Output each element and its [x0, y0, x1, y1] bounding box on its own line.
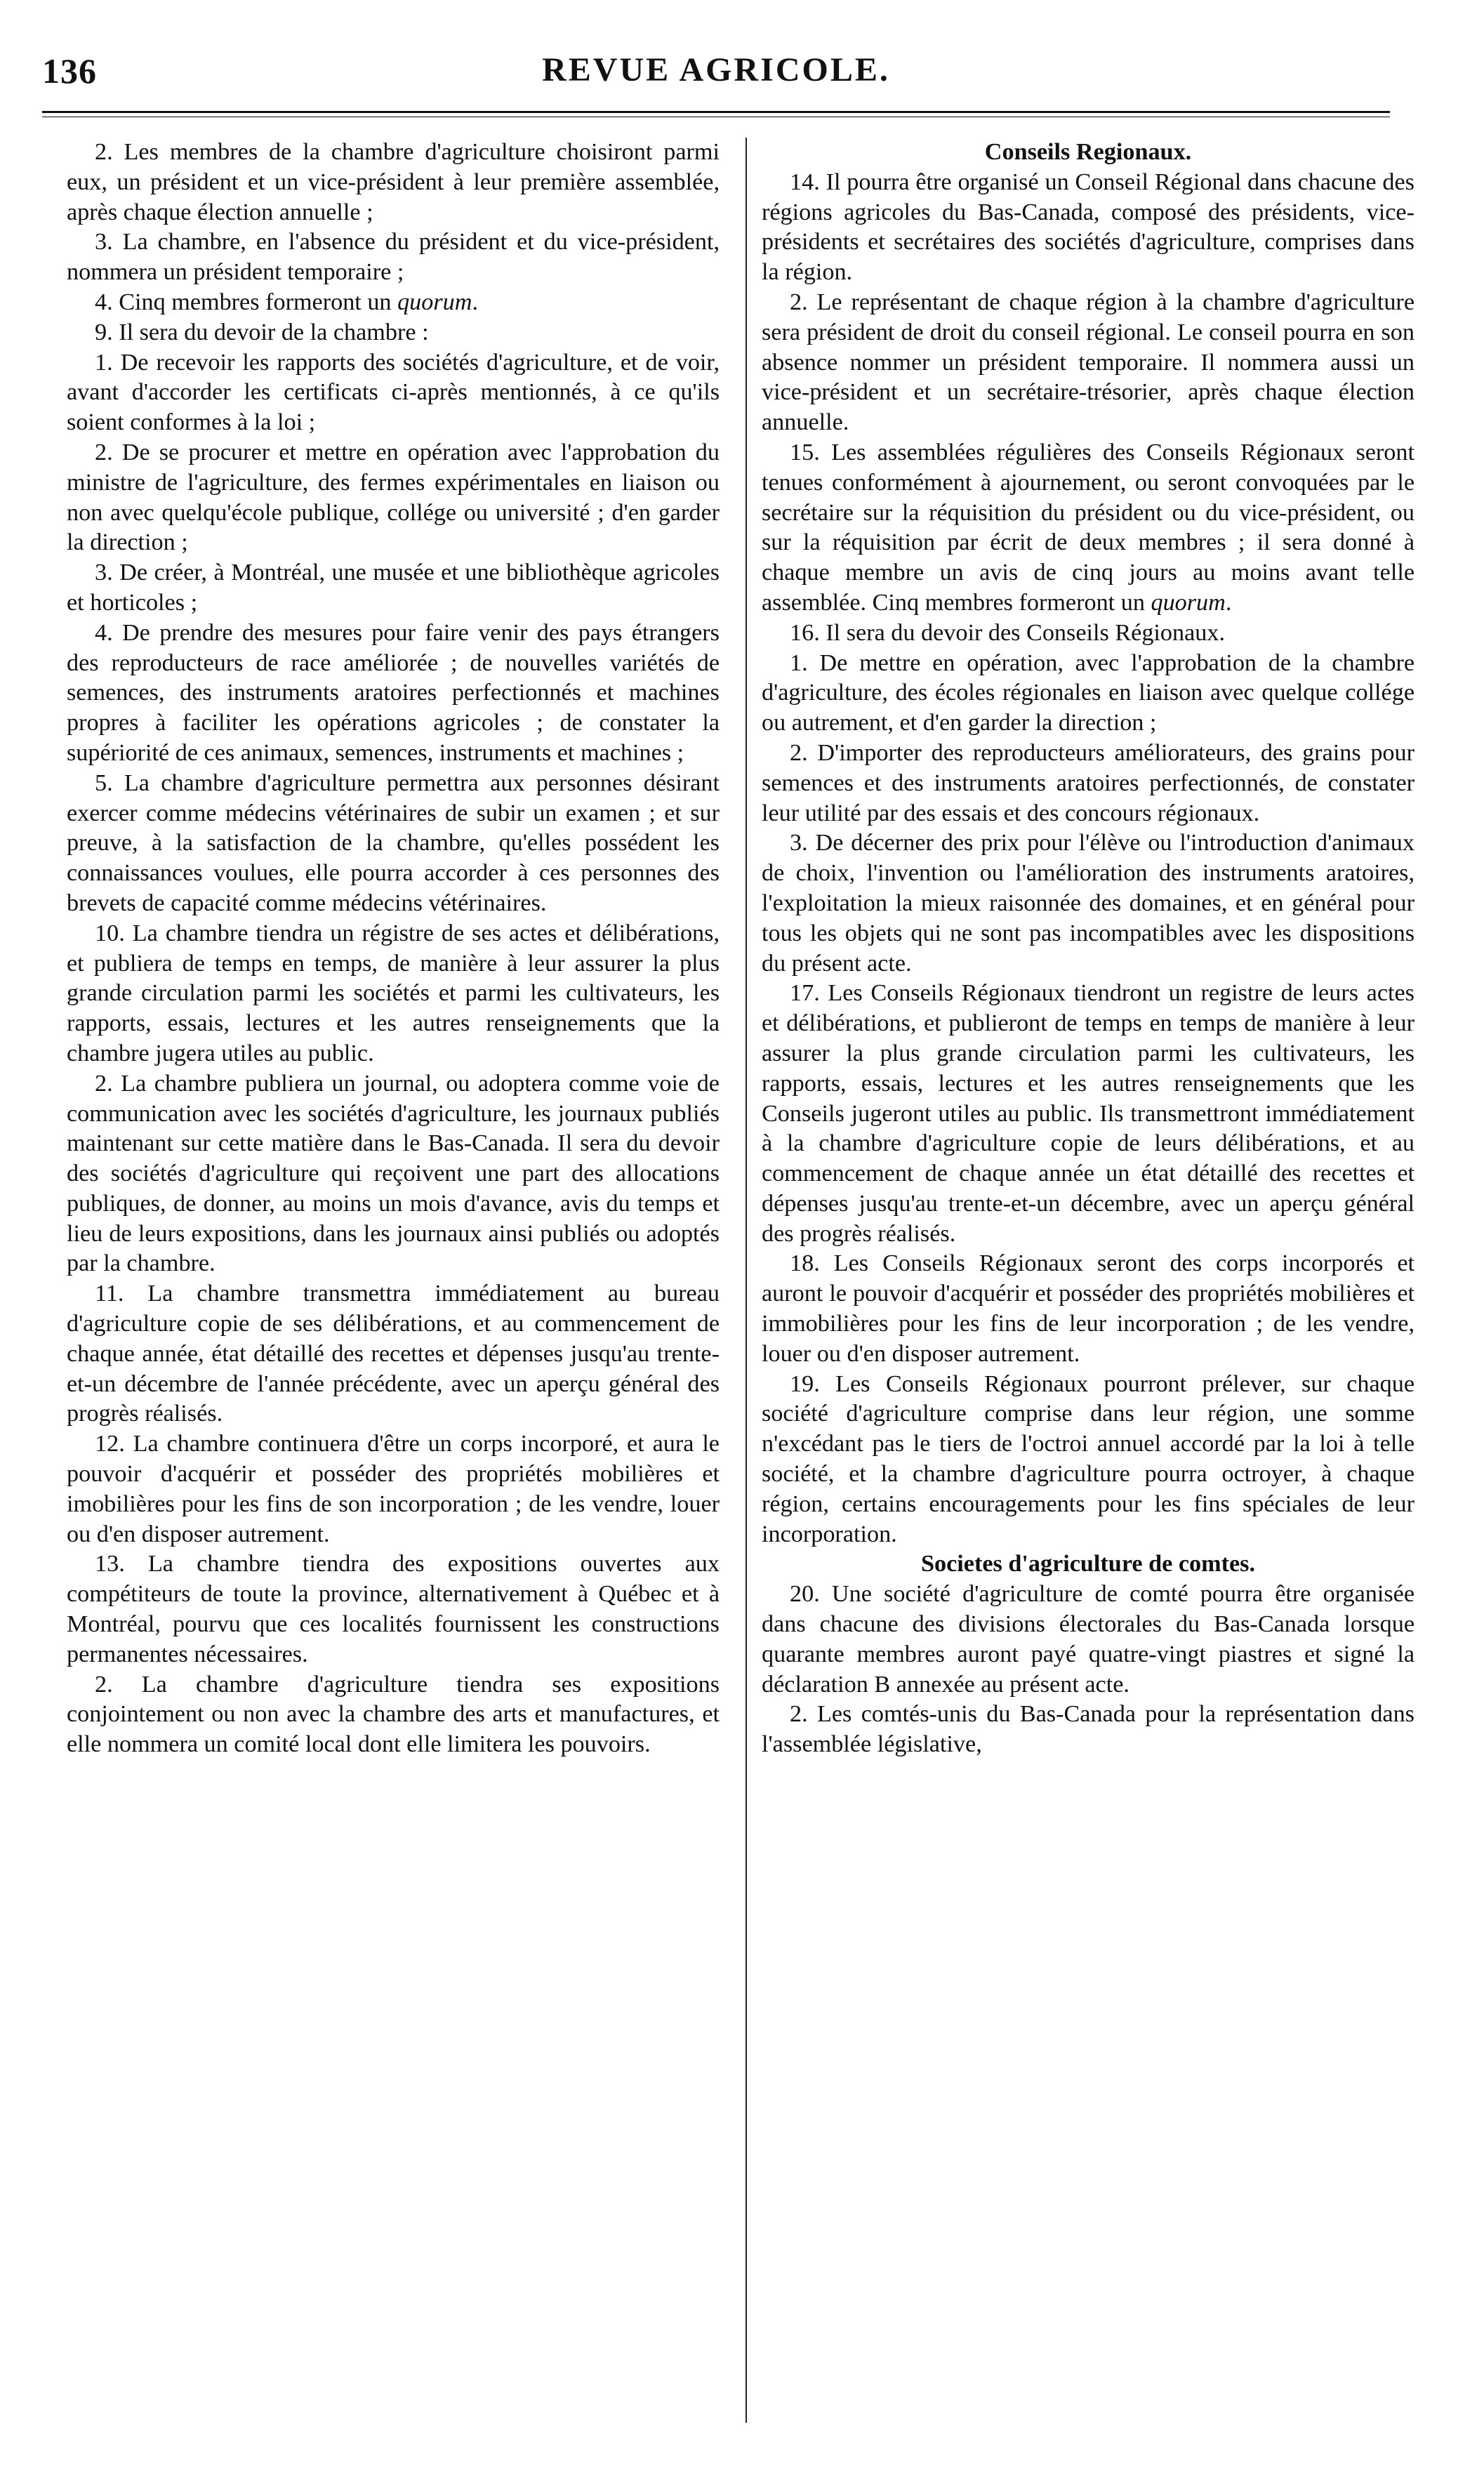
paragraph: 3. De créer, à Montréal, une musée et une bibliothèque agricoles et horticoles ;: [67, 560, 720, 616]
paragraph: 2. De se procurer et mettre en opération avec l'approbation du ministre de l'agriculture, des fermes expérimentales en liaison ou non avec quelqu'école publique, collége ou université ; d'en garder la direction ;: [67, 439, 720, 556]
section-heading: Societes d'agriculture de comtes.: [921, 1551, 1255, 1577]
paragraph: 14. Il pourra être organisé un Conseil Régional dans chacune des régions agricoles du Bas-Canada, composé des présidents, vice-présidents et secrétaires des sociétés d'agriculture, comprises dans la région.: [762, 168, 1415, 286]
page-header: [42, 45, 1390, 101]
paragraph: 1. De mettre en opération, avec l'approbation de la chambre d'agriculture, des écoles régionales en liaison avec quelque collége ou autrement, et d'en garder la direction ;: [762, 649, 1415, 736]
paragraph: 4. De prendre des mesures pour faire venir des pays étrangers des reproducteurs de race améliorée ; de nouvelles variétés de semences, des instruments aratoires perfectionnés et machines propres à faciliter les opérations agricoles ; de constater la supériorité de ces animaux, semences, instruments et machines ;: [67, 619, 720, 766]
paragraph: 16. Il sera du devoir des Conseils Régionaux.: [790, 619, 1226, 646]
paragraph: 2. Les membres de la chambre d'agriculture choisiront parmi eux, un président et un vice-président à leur première assemblée, après chaque élection annuelle ;: [67, 139, 720, 225]
paragraph: 18. Les Conseils Régionaux seront des corps incorporés et auront le pouvoir d'acquérir et posséder des propriétés mobilières et immobilières pour les fins de leur incorporation ; de les vendre, louer ou d'en disposer autrement.: [762, 1250, 1415, 1367]
paragraph: 4. Cinq membres formeront un quorum.: [95, 289, 478, 315]
section-heading: Conseils Regionaux.: [984, 139, 1192, 165]
column-divider: [746, 138, 747, 2423]
page-number: 136: [42, 51, 97, 91]
left-column: [67, 138, 720, 1760]
paragraph: 2. La chambre publiera un journal, ou adoptera comme voie de communication avec les sociétés d'agriculture, les journaux publiés maintenant sur cette matière dans le Bas-Canada. Il sera du devoir des sociétés d'agriculture qui reçoivent une part des allocations publiques, de donner, au moins un mois d'avance, avis du temps et lieu de leurs expositions, dans les journaux ainsi publiés ou adoptés par la chambre.: [67, 1070, 720, 1277]
running-title: REVUE AGRICOLE.: [542, 51, 890, 88]
paragraph: 15. Les assemblées régulières des Conseils Régionaux seront tenues conformément à ajournement, ou seront convoquées par le secrétaire sur la réquisition du président ou du vice-président, ou sur la réquisition par écrit de deux membres ; il sera donné à chaque membre un avis de cinq jours au moins avant telle assemblée. Cinq membres formeront un quorum.: [762, 439, 1415, 616]
paragraph: 2. Le représentant de chaque région à la chambre d'agriculture sera président de droit du conseil régional. Le conseil pourra en son absence nommer un président temporaire. Il nommera aussi un vice-président et un secrétaire-trésorier, après chaque élection annuelle.: [762, 289, 1415, 436]
right-column: [762, 138, 1415, 1760]
paragraph: 2. La chambre d'agriculture tiendra ses expositions conjointement ou non avec la chambre des arts et manufactures, et elle nommera un comité local dont elle limitera les pouvoirs.: [67, 1671, 720, 1758]
paragraph: 10. La chambre tiendra un régistre de ses actes et délibérations, et publiera de temps en temps, de manière à leur assurer la plus grande circulation parmi les sociétés et parmi les cultivateurs, les rapports, essais, lectures et les autres renseignements que la chambre jugera utiles au public.: [67, 920, 720, 1066]
paragraph: 2. D'importer des reproducteurs améliorateurs, des grains pour semences et des instruments aratoires perfectionnés, de constater leur utilité par des essais et des concours régionaux.: [762, 739, 1415, 826]
paragraph: 13. La chambre tiendra des expositions ouvertes aux compétiteurs de toute la province, alternativement à Québec et à Montréal, pourvu que ces localités fournissent les constructions permanentes nécessaires.: [67, 1551, 720, 1667]
paragraph: 11. La chambre transmettra immédiatement au bureau d'agriculture copie de ses délibérations, et au commencement de chaque année, état détaillé des recettes et dépenses jusqu'au trente-et-un décembre de l'année précédente, avec un aperçu général des progrès réalisés.: [67, 1281, 720, 1427]
paragraph: 12. La chambre continuera d'être un corps incorporé, et aura le pouvoir d'acquérir et posséder des propriétés mobilières et imobilières pour les fins de son incorporation ; de les vendre, louer ou d'en disposer autrement.: [67, 1431, 720, 1547]
paragraph: 5. La chambre d'agriculture permettra aux personnes désirant exercer comme médecins vétérinaires de subir un examen ; et sur preuve, à la satisfaction de la chambre, qu'elles possédent les connaissances voulues, elle pourra accorder à ces personnes des brevets de capacité comme médecins vétérinaires.: [67, 769, 720, 916]
paragraph: 3. De décerner des prix pour l'élève ou l'introduction d'animaux de choix, l'invention ou l'amélioration des instruments aratoires, l'exploitation la mieux raisonnée des domaines, et en général pour tous les objets qui ne sont pas incompatibles avec les dispositions du présent acte.: [762, 830, 1415, 977]
paragraph: 20. Une société d'agriculture de comté pourra être organisée dans chacune des divisions électorales du Bas-Canada lorsque quarante membres auront payé quatre-vingt piastres et signé la déclaration B annexée au présent acte.: [762, 1581, 1415, 1698]
paragraph: 3. La chambre, en l'absence du président et du vice-président, nommera un président temporaire ;: [67, 229, 720, 286]
header-rule: [42, 111, 1390, 113]
paragraph: 17. Les Conseils Régionaux tiendront un registre de leurs actes et délibérations, et publieront de temps en temps de manière à leur assurer la plus grande circulation parmi les cultivateurs, les rapports, essais, lectures et les autres renseignements que les Conseils jugeront utiles au public. Ils transmettront immédiatement à la chambre d'agriculture copie de leurs délibérations, et au commencement de chaque année un état détaillé des recettes et dépenses jusqu'au trente-et-un décembre, avec un aperçu général des progrès réalisés.: [762, 980, 1415, 1247]
paragraph: 2. Les comtés-unis du Bas-Canada pour la représentation dans l'assemblée législative,: [762, 1701, 1415, 1758]
paragraph: 19. Les Conseils Régionaux pourront prélever, sur chaque société d'agriculture comprise dans leur région, une somme n'excédant pas le tiers de l'octroi annuel accordé par la loi à telle société, et la chambre d'agriculture pourra octroyer, à chaque région, certains encouragements pour les fins spéciales de leur incorporation.: [762, 1370, 1415, 1547]
paragraph: 1. De recevoir les rapports des sociétés d'agriculture, et de voir, avant d'accorder les certificats ci-après mentionnés, à ce qu'ils soient conformes à la loi ;: [67, 349, 720, 436]
paragraph: 9. Il sera du devoir de la chambre :: [95, 319, 429, 345]
